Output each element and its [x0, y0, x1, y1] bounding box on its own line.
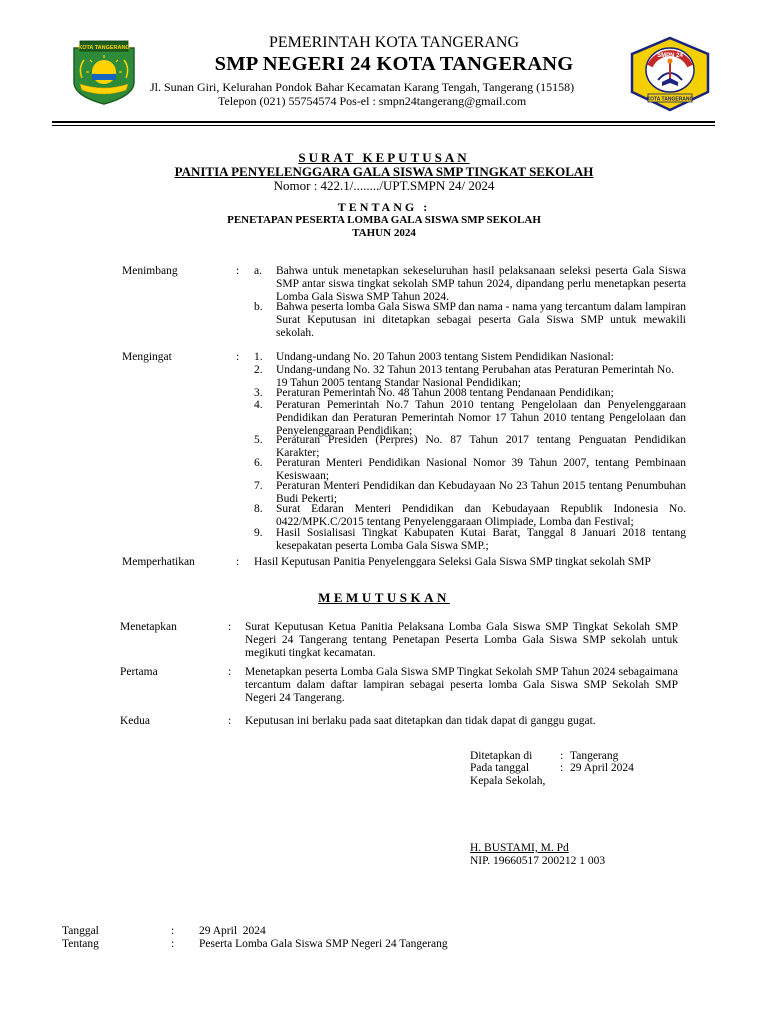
tanggal-value: 29 April 2024: [570, 762, 634, 774]
menimbang-colon: :: [236, 265, 240, 277]
tanggal-colon: :: [560, 762, 564, 774]
mengingat-item-9: Hasil Sosialisasi Tingkat Kabupaten Kutai Barat, Tanggal 8 Januari 2018 tentang kesepakatan peserta Lomba Gala Siswa SMP.;: [276, 527, 686, 552]
mengingat-item-2: Undang-undang No. 32 Tahun 2013 tentang Perubahan atas Peraturan Pemerintah No. 19 Tahun 2005 tentang Standar Nasional Pendidikan;: [276, 364, 674, 389]
mengingat-colon: :: [236, 351, 240, 363]
right-logo-bottom: KOTA TANGERANG: [646, 96, 694, 103]
mengingat-item-1: Undang-undang No. 20 Tahun 2003 tentang Sistem Pendidikan Nasional:: [276, 351, 614, 363]
memutuskan-heading: MEMUTUSKAN: [318, 590, 450, 605]
school-address: Jl. Sunan Giri, Kelurahan Pondok Bahar Kecamatan Karang Tengah, Tangerang (15158): [150, 80, 575, 94]
ditetapkan-label: Ditetapkan di: [470, 750, 533, 762]
subject-year: TAHUN 2024: [352, 227, 416, 239]
footer-tentang-colon: :: [171, 938, 175, 950]
school-contact: Telepon (021) 55754574 Pos-el : smpn24tangerang@gmail.com: [218, 94, 527, 108]
mengingat-item-6: Peraturan Menteri Pendidikan Nasional Nomor 39 Tahun 2007, tentang Pembinaan Kesiswaan;: [276, 457, 686, 482]
mengingat-mark-3: 3.: [254, 387, 263, 399]
left-logo-banner: KOTA TANGERANG: [78, 45, 130, 51]
subject-heading: TENTANG :: [337, 200, 431, 214]
mengingat-item-5: Peraturan Presiden (Perpres) No. 87 Tahun 2017 tentang Penguatan Pendidikan Karakter;: [276, 434, 686, 459]
menimbang-mark-b: b.: [254, 301, 263, 313]
footer-tentang-value: Peserta Lomba Gala Siswa SMP Negeri 24 Tangerang: [199, 938, 448, 950]
school-name: SMP NEGERI 24 KOTA TANGERANG: [214, 53, 574, 75]
mengingat-label: Mengingat: [122, 351, 172, 363]
signatory-nip: NIP. 19660517 200212 1 003: [470, 855, 606, 867]
pertama-text: Menetapkan peserta Lomba Gala Siswa SMP Tingkat Sekolah SMP Tahun 2024 sebagaimana tercantum dalam daftar lampiran sebagai peserta lomba Gala Siswa SMP Sekolah SMP Negeri 24 Tangerang.: [245, 666, 678, 704]
ditetapkan-value: Tangerang: [570, 750, 619, 762]
kedua-label: Kedua: [120, 715, 151, 727]
pertama-label: Pertama: [120, 666, 158, 678]
footer-tanggal-colon: :: [171, 925, 175, 937]
document-number: Nomor : 422.1/......../UPT.SMPN 24/ 2024: [273, 178, 495, 193]
menimbang-label: Menimbang: [122, 265, 178, 277]
menimbang-mark-a: a.: [254, 265, 262, 277]
mengingat-mark-9: 9.: [254, 527, 263, 539]
menetapkan-text: Surat Keputusan Ketua Panitia Pelaksana Lomba Gala Siswa SMP Tingkat Sekolah SMP Negeri 24 Tangerang tentang Penetapan Peserta Lomba Gala Siswa SMP sekolah untuk megikuti tingkat kecamatan.: [245, 621, 678, 659]
mengingat-item-7: Peraturan Menteri Pendidikan dan Kebudayaan No 23 Tahun 2015 tentang Penumbuhan Budi Pekerti;: [276, 480, 686, 505]
mengingat-item-4: Peraturan Pemerintah No.7 Tahun 2010 tentang Pengelolaan dan Penyelenggaraan Pendidikan dan Peraturan Pemerintah Nomor 17 Tahun 2010 tentang Pengelolaan dan Penyelenggaraan Pendidikan;: [276, 399, 686, 437]
mengingat-item-8: Surat Edaran Menteri Pendidikan dan Kebudayaan Republik Indonesia No. 0422/MPK.C/2015 tentang Penyelenggaraan Olimpiade, Lomba dan Festival;: [276, 503, 686, 528]
menetapkan-colon: :: [228, 621, 232, 633]
mengingat-item-3: Peraturan Pemerintah No. 48 Tahun 2008 tentang Pendanaan Pendidikan;: [276, 387, 614, 399]
mengingat-mark-5: 5.: [254, 434, 263, 446]
government-name: PEMERINTAH KOTA TANGERANG: [268, 34, 520, 51]
tanggal-label: Pada tanggal: [470, 762, 530, 774]
mengingat-mark-1: 1.: [254, 351, 263, 363]
mengingat-mark-7: 7.: [254, 480, 263, 492]
footer-tanggal-label: Tanggal: [62, 925, 99, 937]
committee-title: PANITIA PENYELENGGARA GALA SISWA SMP TINGKAT SEKOLAH: [174, 164, 594, 179]
signatory-position: Kepala Sekolah,: [470, 775, 546, 787]
letterhead-divider-thin: [52, 125, 715, 126]
kedua-text: Keputusan ini berlaku pada saat ditetapkan dan tidak dapat di ganggu gugat.: [245, 715, 596, 727]
subject-title: PENETAPAN PESERTA LOMBA GALA SISWA SMP SEKOLAH: [227, 214, 541, 226]
footer-tanggal-value: 29 April 2024: [199, 925, 266, 937]
pertama-colon: :: [228, 666, 232, 678]
menimbang-item-b: Bahwa peserta lomba Gala Siswa SMP dan nama - nama yang tercantum dalam lampiran Surat Keputusan ini ditetapkan sebagai peserta Gala Siswa SMP untuk mewakili sekolah.: [276, 301, 686, 339]
menetapkan-label: Menetapkan: [120, 621, 177, 633]
right-logo-top: SMPN 24: [657, 53, 683, 59]
letterhead-divider-thick: [52, 121, 715, 123]
memperhatikan-colon: :: [236, 556, 240, 568]
mengingat-mark-6: 6.: [254, 457, 263, 469]
memperhatikan-label: Memperhatikan: [122, 556, 195, 568]
signatory-name: H. BUSTAMI, M. Pd: [470, 842, 569, 854]
mengingat-mark-2: 2.: [254, 364, 263, 376]
footer-tentang-label: Tentang: [62, 938, 99, 950]
document-title: SURAT KEPUTUSAN: [298, 150, 470, 165]
ditetapkan-colon: :: [560, 750, 564, 762]
mengingat-mark-4: 4.: [254, 399, 263, 411]
kedua-colon: :: [228, 715, 232, 727]
mengingat-mark-8: 8.: [254, 503, 263, 515]
memperhatikan-text: Hasil Keputusan Panitia Penyelenggara Seleksi Gala Siswa SMP tingkat sekolah SMP: [254, 556, 651, 568]
menimbang-item-a: Bahwa untuk menetapkan sekeseluruhan hasil pelaksanaan seleksi peserta Gala Siswa SMP antar siswa tingkat sekolah SMP tahun 2024, dipandang perlu menetapkan peserta Lomba Gala Siswa SMP Tahun 2024.: [276, 265, 686, 303]
